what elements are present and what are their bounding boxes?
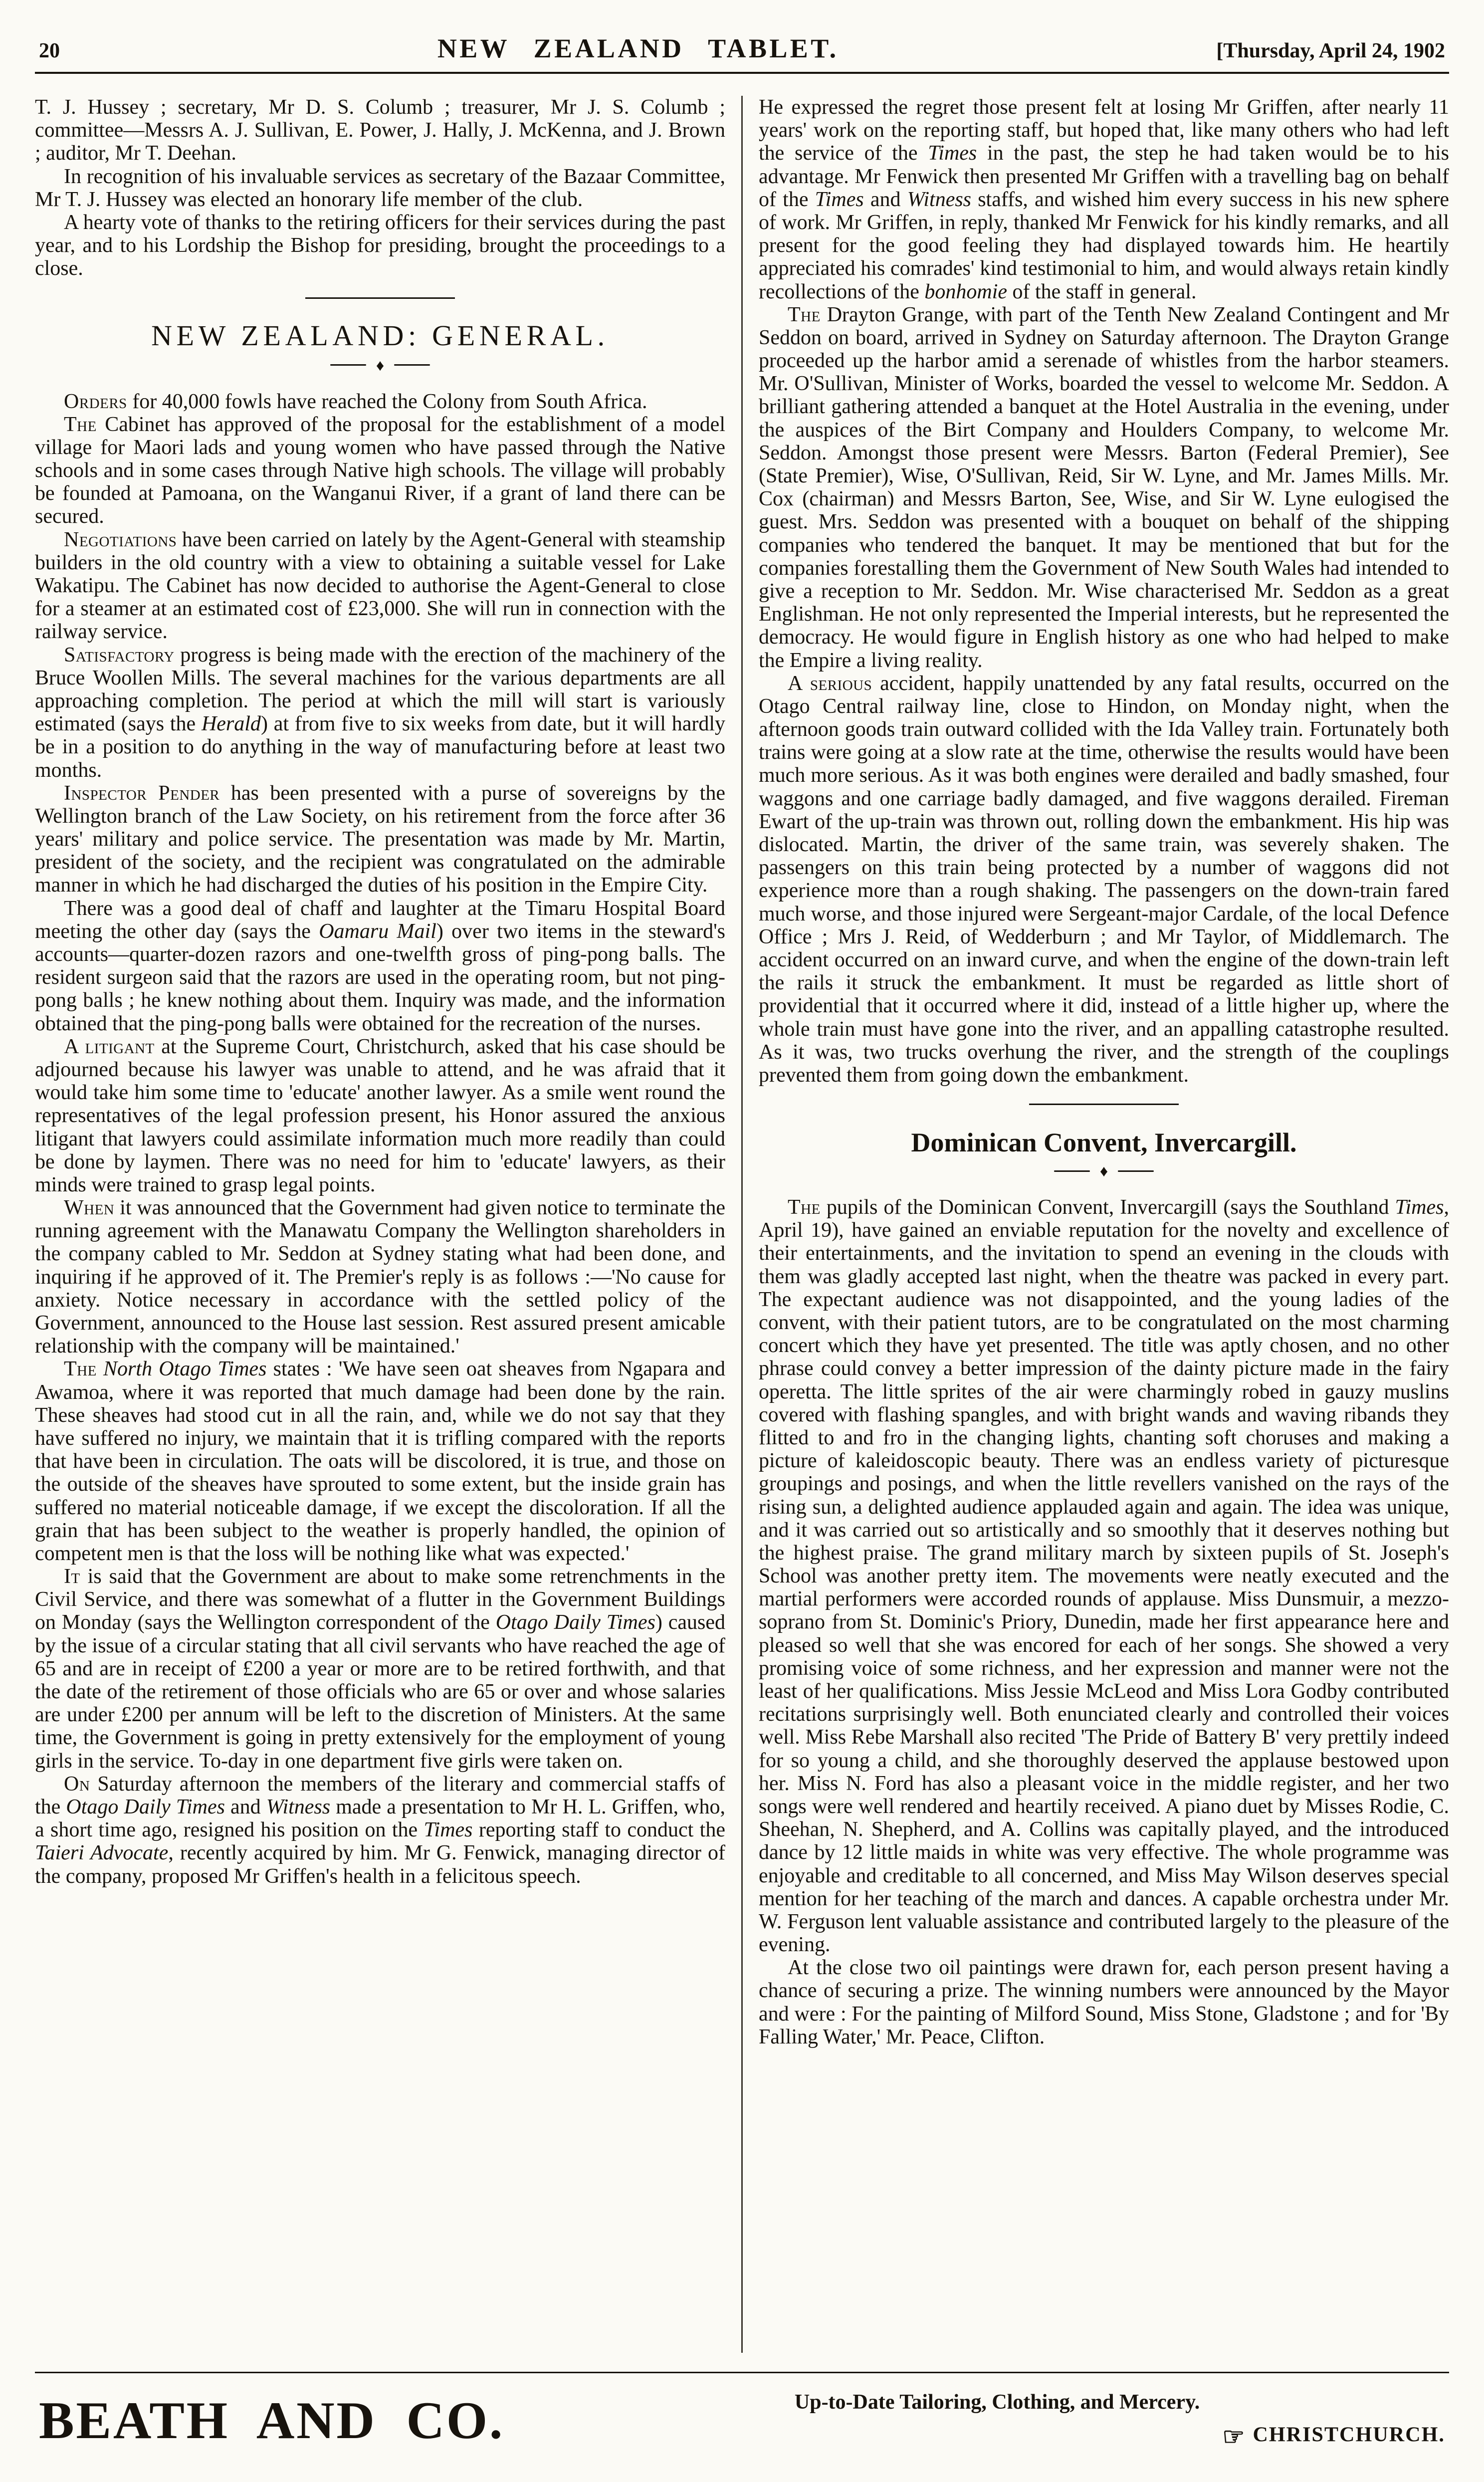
masthead: NEW ZEALAND TABLET. — [437, 33, 839, 63]
column-divider — [741, 96, 743, 2353]
paragraph-lead: When — [64, 1196, 115, 1220]
paragraph-lead: Orders — [64, 390, 127, 413]
pointing-hand-icon: ☞ — [1222, 2423, 1246, 2451]
advert-details — [504, 2390, 1445, 2451]
advert-city-text: CHRISTCHURCH. — [1253, 2423, 1445, 2447]
article-paragraph: The Cabinet has approved of the proposal for the establishment of a model village for Maori lads and young women who have passed through the Native schools and in some cases through Native high schools. The village will probably be founded at Pamoana, on the Wanganui River, if a grant of land there can be secured. — [35, 413, 725, 528]
article-paragraph: T. J. Hussey ; secretary, Mr D. S. Columb ; treasurer, Mr J. S. Columb ; committee—Messrs A. J. Sullivan, E. Power, J. Hally, J. McKenna, and J. Brown ; auditor, Mr T. Deehan. — [35, 96, 725, 165]
article-paragraph: Satisfactory progress is being made with the erection of the machinery of the Bruce Woollen Mills. The several machines for the various departments are all approaching completion. The period at which the mill will start is variously estimated (says the Herald) at from five to six weeks from date, but it will hardly be in a position to do anything in the way of manufacturing before at least two months. — [35, 643, 725, 782]
heading-ornament-icon: ♦ — [35, 357, 725, 373]
article-paragraph: There was a good deal of chaff and laughter at the Timaru Hospital Board meeting the other day (says the Oamaru Mail) over two items in the steward's accounts—quarter-dozen razors and one-twelfth gross of ping-pong balls. The resident surgeon said that the razors are used in the operating room, but not ping-pong balls ; he knew nothing about them. Inquiry was made, and the information obtained that the ping-pong balls were obtained for the recreation of the nurses. — [35, 897, 725, 1035]
article-paragraph: When it was announced that the Government had given notice to terminate the running agreement with the Manawatu Company the Wellington shareholders in the company cabled to Mr. Seddon at Sydney stating what had been done, and inquiring if he approved of it. The Premier's reply is as follows :—'No cause for anxiety. Notice necessary in accordance with the settled policy of the Government, announced to the House last session. Rest assured present amicable relationship with the company will be maintained.' — [35, 1196, 725, 1358]
heading-ornament-icon: ♦ — [759, 1163, 1449, 1179]
article-paragraph: Inspector Pender has been presented with a purse of sovereigns by the Wellington branch of the Law Society, on his retirement from the force after 36 years' military and police service. The presentation was made by Mr. Martin, president of the society, and the recipient was congratulated on the admirable manner in which he had discharged the duties of his position in the Empire City. — [35, 781, 725, 897]
article-heading: NEW ZEALAND: GENERAL. — [151, 319, 609, 352]
article-paragraph: A hearty vote of thanks to the retiring officers for their services during the past year, and to his Lordship the Bishop for presiding, brought the proceedings to a close. — [35, 211, 725, 280]
paragraph-lead: Negotiations — [64, 528, 177, 551]
section-rule — [305, 297, 455, 299]
article-heading: Dominican Convent, Invercargill. — [911, 1128, 1297, 1158]
section-rule — [1029, 1104, 1179, 1105]
paragraph-lead: The — [64, 1357, 97, 1381]
article-paragraph: At the close two oil paintings were drawn for, each person present having a chance of securing a prize. The winning numbers were announced by the Mayor and were : For the painting of Milford Sound, Miss Stone, Gladstone ; and for 'By Falling Water,' Mr. Peace, Clifton. — [759, 1956, 1449, 2048]
paragraph-lead: It — [64, 1565, 80, 1588]
advert-city — [549, 2422, 1445, 2451]
article-paragraph: It is said that the Government are about to make some retrenchments in the Civil Service, and there was somewhat of a flutter in the Government Buildings on Monday (says the Wellington correspondent of the Otago Daily Times) caused by the issue of a circular stating that all civil servants who have reached the age of 65 and are in receipt of £200 a year or more are to be retired forthwith, and that the date of the retirement of those officials who are 65 or over and whose salaries are under £200 per annum will be left to the discretion of Ministers. At the same time, the Government is going in pretty extensively for the employment of young girls in the service. To-day in one department five girls were taken on. — [35, 1565, 725, 1773]
issue-date: [Thursday, April 24, 1902 — [1216, 39, 1445, 62]
article-paragraph: In recognition of his invaluable services as secretary of the Bazaar Committee, Mr T. J. Hussey was elected an honorary life member of the club. — [35, 165, 725, 211]
advert-tagline: Up-to-Date Tailoring, Clothing, and Mercery. — [794, 2391, 1200, 2414]
article-columns — [35, 74, 1449, 2353]
article-paragraph: The Drayton Grange, with part of the Tenth New Zealand Contingent and Mr Seddon on board, arrived in Sydney on Saturday afternoon. The Drayton Grange proceeded up the harbor amid a serenade of whistles from the harbor steamers. Mr. O'Sullivan, Minister of Works, boarded the vessel to welcome Mr. Seddon. A brilliant gathering attended a banquet at the Hotel Australia in the evening, under the auspices of the Birt Company and Houlders Company, to welcome Mr. Seddon. Amongst those present were Messrs. Barton (Federal Premier), See (State Premier), Wise, O'Sullivan, Reid, Sir W. Lyne, and Mr. James Mills. Mr. Cox (chairman) and Messrs Barton, See, Wise, and Sir W. Lyne eulogised the guest. Mrs. Seddon was presented with a bouquet on behalf of the shipping companies who tendered the banquet. It may be mentioned that but for the companies forestalling them the Government of New South Wales had intended to give a reception to Mr. Seddon. Mr. Wise characterised Mr. Seddon as a great Englishman. He not only represented the Imperial interests, but he represented the democracy. He would figure in English history as one who had helped to make the Empire a living reality. — [759, 303, 1449, 672]
page-number: 20 — [39, 39, 60, 62]
page-header — [35, 33, 1449, 64]
paragraph-lead: Inspector Pender — [64, 781, 220, 805]
left-column — [35, 96, 725, 2353]
advertiser-name: BEATH AND CO. — [39, 2391, 505, 2450]
paragraph-lead: On — [64, 1772, 90, 1796]
paragraph-lead: A litigant — [64, 1035, 155, 1058]
article-paragraph: A litigant at the Supreme Court, Christchurch, asked that his case should be adjourned because his lawyer was unable to attend, and he was afraid that it would take him some time to 'educate' another lawyer. As a smile went round the representatives of the legal profession present, his Honor assured the anxious litigant that lawyers could assimilate information much more readily than could be done by laymen. There was no need for him to 'educate' lawyers, as their minds were trained to grasp legal points. — [35, 1035, 725, 1196]
paragraph-lead: The — [788, 1196, 821, 1219]
article-paragraph: The pupils of the Dominican Convent, Invercargill (says the Southland Times, April 19), have gained an enviable reputation for the novelty and excellence of their entertainments, and the invitation to spend an evening in the clouds with them was gladly accepted last night, when the theatre was packed in every part. The expectant audience was not disappointed, and the young ladies of the convent, with their patient tutors, are to be congratulated on the most charming concert which they have yet presented. The title was aptly chosen, and no other phrase could convey a better impression of the dainty picture made in the fairy operetta. The little sprites of the air were charmingly robed in gauzy muslins covered with flashing spangles, and with bright wands and waving ribands they flitted to and fro in the changing lights, chanting soft choruses and making a picture of kaleidoscopic beauty. There was an endless variety of picturesque groupings and posings, and when the little revellers vanished on the rays of the rising sun, a delighted audience applauded again and again. The idea was unique, and it was carried out so artistically and so smoothly that it deserves nothing but the highest praise. The grand military march by sixteen pupils of St. Joseph's School was another pretty item. The movements were neatly executed and the martial performers were accorded rounds of applause. Miss Dunsmuir, a mezzo-soprano from St. Dominic's Priory, Dunedin, made her first appearance here and pleased so well that she was encored for each of her songs. She showed a very promising voice of some richness, and her expression and manner were not the least of her qualifications. Miss Jessie McLeod and Miss Lora Godby contributed recitations surprisingly well. Both enunciated clearly and controlled their voices well. Miss Rebe Marshall also recited 'The Pride of Battery B' very prettily indeed for so young a child, and she thoroughly deserved the applause bestowed upon her. Miss N. Ford has also a pleasant voice in the middle register, and her two songs were well rendered and heartily received. A piano duet by Misses Rodie, C. Sheehan, N. Shepherd, and A. Collins was capitally played, and the introduced dance by 12 little maids in white was very effective. The whole programme was enjoyable and creditable to all concerned, and Miss May Wilson deserves special mention for her teaching of the march and dances. A capable orchestra under Mr. W. Ferguson lent valuable assistance and contributed largely to the pleasure of the evening. — [759, 1196, 1449, 1957]
paragraph-lead: The — [64, 413, 97, 436]
right-column — [759, 96, 1449, 2353]
paragraph-lead: A serious — [788, 672, 872, 695]
article-paragraph: A serious accident, happily unattended by any fatal results, occurred on the Otago Central railway line, close to Hindon, on Monday night, when the afternoon goods train outward collided with the Ida Valley train. Fortunately both trains were going at a slow rate at the time, otherwise the results would have been much more serious. As it was both engines were derailed and badly smashed, four waggons and one carriage badly damaged, and five waggons derailed. Fireman Ewart of the up-train was thrown out, rolling down the embankment. His hip was dislocated. Martin, the driver of the same train, was severely shaken. The passengers on this train being protected by a number of waggons did not experience more than a rough shaking. The passengers on the down-train fared much worse, and those injured were Sergeant-major Cardale, of the local Defence Office ; Mrs J. Reid, of Wedderburn ; and Mr Taylor, of Middlemarch. The accident occurred on an inward curve, and when the engine of the down-train left the rails it struck the embankment. It must be regarded as little short of providential that it occurred where it did, instead of a little higher up, where the whole train must have gone into the river, and an appalling catastrophe resulted. As it was, two trucks overhung the river, and the strength of the couplings prevented them from going down the embankment. — [759, 672, 1450, 1087]
article-paragraph: Negotiations have been carried on lately by the Agent-General with steamship builders in the old country with a view to obtaining a suitable vessel for Lake Wakatipu. The Cabinet has now decided to authorise the Agent-General to close for a steamer at an estimated cost of £23,000. She will run in connection with the railway service. — [35, 528, 725, 644]
paragraph-lead: Satisfactory — [64, 643, 175, 667]
article-paragraph: Orders for 40,000 fowls have reached the Colony from South Africa. — [64, 390, 647, 413]
advert-footer — [35, 2373, 1449, 2455]
paragraph-lead: The — [788, 303, 821, 326]
article-paragraph: The North Otago Times states : 'We have seen oat sheaves from Ngapara and Awamoa, where it was reported that much damage had been done by the rain. These sheaves had stood cut in all the rain, and, while we do not say that they have suffered no injury, we maintain that it is trifling compared with the reports that have been in circulation. The oats will be discolored, it is true, and those on the outside of the sheaves have sprouted to some extent, but the inside grain has suffered no material noticeable damage, if we except the discoloration. If all the grain that has been subject to the weather is properly handled, the opinion of competent men is that the loss will be nothing like what was expected.' — [35, 1357, 726, 1565]
article-paragraph: He expressed the regret those present felt at losing Mr Griffen, after nearly 11 years' work on the reporting staff, but hoped that, like many others who had left the service of the Times in the past, the step he had taken would be to his advantage. Mr Fenwick then presented Mr Griffen with a travelling bag on behalf of the Times and Witness staffs, and wished him every success in his new sphere of work. Mr Griffen, in reply, thanked Mr Fenwick for his kindly remarks, and all present for the good feeling they had displayed towards him. He heartily appreciated his comrades' kind testimonial to him, and would always retain kindly recollections of the bonhomie of the staff in general. — [759, 96, 1449, 303]
article-paragraph: On Saturday afternoon the members of the literary and commercial staffs of the Otago Daily Times and Witness made a presentation to Mr H. L. Griffen, who, a short time ago, resigned his position on the Times reporting staff to conduct the Taieri Advocate, recently acquired by him. Mr G. Fenwick, managing director of the company, proposed Mr Griffen's health in a felicitous speech. — [35, 1772, 725, 1888]
